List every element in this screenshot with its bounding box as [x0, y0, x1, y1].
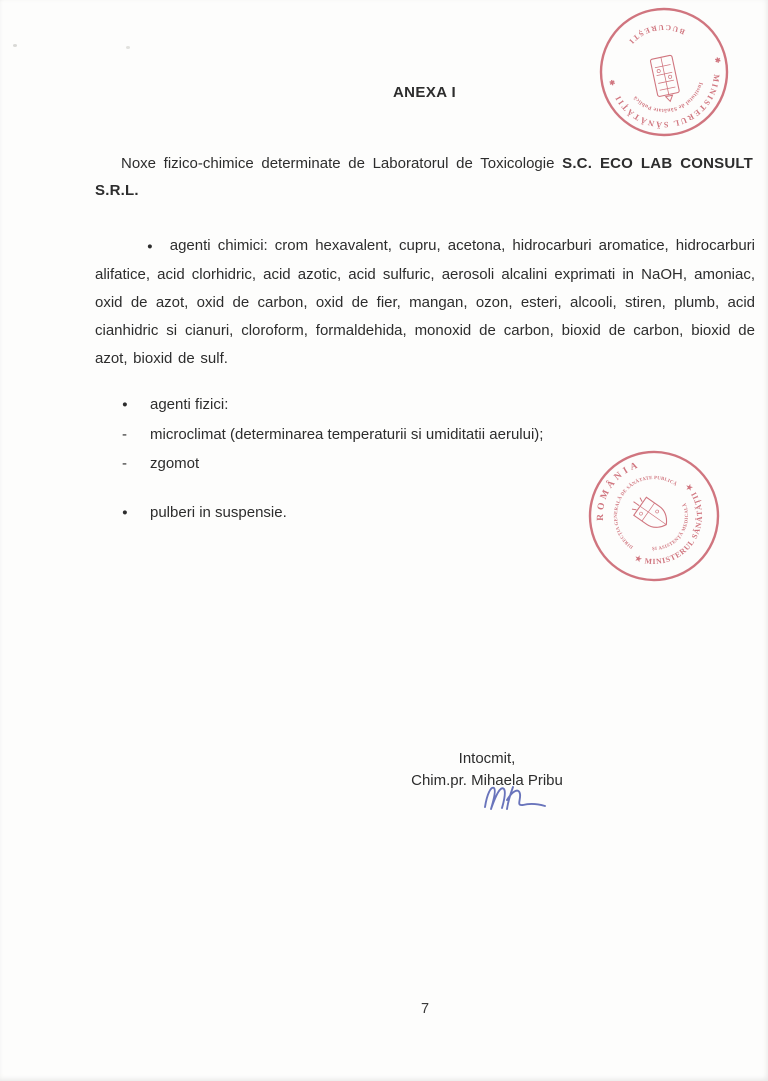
- intro-paragraph: [95, 151, 753, 204]
- noise-item-text: zgomot: [150, 455, 200, 472]
- bullet-icon: ●: [122, 399, 128, 410]
- scan-noise-speck: [13, 44, 17, 47]
- shield-coat-of-arms-emblem: [627, 493, 672, 534]
- stamp-star-right: ✱: [608, 77, 616, 87]
- stamp-institute-text: Institutul de Sănătate Publică: [632, 81, 704, 114]
- physical-agents-label: agenti fizici:: [150, 396, 229, 413]
- stamp-ministry-text: ★ MINISTERUL SĂNĂTĂȚII ★: [633, 481, 705, 567]
- ministry-health-round-stamp-top: [596, 4, 732, 140]
- ministry-health-round-stamp-middle: [584, 446, 724, 586]
- stamp-country-text: ROMÂNIA: [595, 459, 643, 521]
- bullet-icon: ●: [147, 240, 153, 252]
- dash-icon: -: [122, 455, 127, 472]
- chemical-agents-text: agenti chimici: crom hexavalent, cupru, acetona, hidrocarburi aromatice, hidrocarburi alifatice, acid clorhidric, acid azotic, acid sulfuric, aerosoli alcalini exprimati in NaOH, amoniac, oxid de azot, oxid de carbon, oxid de fier, mangan, ozon, esteri, alcooli, stiren, plumb, acid cianhidric si cianuri, cloroform, formaldehida, monoxid de carbon, bioxid de carbon, bioxid de azot, bioxid de sulf.: [95, 237, 755, 368]
- page-title: ANEXA I: [392, 84, 457, 101]
- dash-icon: -: [122, 425, 127, 443]
- dust-item-text: pulberi in suspensie.: [150, 504, 287, 521]
- stamp-star-left: ✱: [713, 55, 722, 65]
- stamp-outer-text: MINISTERUL SĂNĂTĂȚII: [612, 73, 722, 130]
- chemical-agents-paragraph: [95, 232, 755, 374]
- list-item: [95, 390, 755, 420]
- handwritten-signature: [478, 781, 552, 815]
- list-item: [95, 420, 755, 450]
- stamp-directorate-text: DIRECȚIA GENERALĂ DE SĂNĂTATE PUBLICĂ: [613, 475, 678, 550]
- stamp-city-text: BUCUREȘTI: [625, 22, 687, 48]
- prepared-by-label: Intocmit,: [458, 750, 516, 767]
- scan-noise-speck: [126, 46, 130, 49]
- intro-company-name: S.C. ECO LAB CONSULT S.R.L.: [95, 155, 753, 199]
- page-number: 7: [420, 1001, 430, 1017]
- bullet-icon: ●: [122, 507, 128, 518]
- signatory-name: Chim.pr. Mihaela Pribu: [411, 772, 563, 789]
- stamp-directorate-text2: ȘI ASISTENȚĂ MEDICALĂ: [651, 501, 691, 553]
- microclimate-item-text: microclimat (determinarea temperaturii si umiditatii aerului);: [150, 425, 544, 443]
- intro-text: Noxe fizico-chimice determinate de Laboratorul de Toxicologie: [121, 155, 555, 172]
